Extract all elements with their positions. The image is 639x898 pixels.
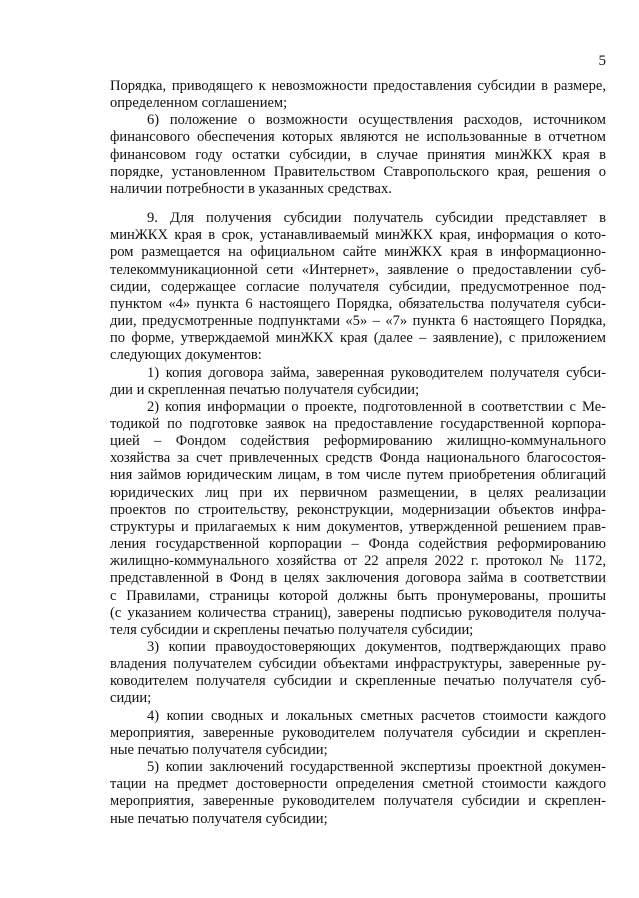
paragraph — [110, 365, 606, 399]
text-line: теля субсидии и скреплены печатью получателя субсидии; — [110, 621, 474, 638]
text-line: ром размещается на официальном сайте минЖКХ края в информационно- — [110, 244, 606, 261]
text-line: 2) копия информации о проекте, подготовленной в соответствии с Ме- — [147, 398, 606, 415]
text-line: тодикой по подготовке заявок на предоставление государственной корпора- — [110, 415, 606, 432]
text-line: минЖКХ края в срок, устанавливаемый минЖКХ края, информация о кото- — [110, 227, 606, 244]
page-number: 5 — [598, 53, 606, 69]
text-line: 1) копия договора займа, заверенная руководителем получателя субси- — [147, 364, 606, 381]
text-line: Порядка, приводящего к невозможности предоставления субсидии в размере, — [110, 78, 606, 94]
text-line: мероприятия, заверенные руководителем получателя субсидии и скреплен- — [110, 724, 606, 741]
paragraph — [110, 708, 606, 759]
text-line: юридических лиц при их первичном размещении, в целях реализации — [110, 484, 606, 501]
text-line: дии и скрепленная печатью получателя субсидии; — [110, 381, 420, 398]
text-line: 9. Для получения субсидии получатель субсидии представляет в — [147, 210, 606, 227]
text-line: сидии; — [110, 690, 152, 707]
text-line: цией – Фондом содействия реформированию жилищно-коммунального — [110, 433, 606, 450]
text-line: проектов по строительству, реконструкции, модернизации объектов инфра- — [110, 501, 606, 518]
text-line: 5) копии заключений государственной экспертизы проектной докумен- — [147, 759, 606, 776]
paragraph — [110, 78, 606, 112]
text-line: 6) положение о возможности осуществления расходов, источником — [147, 112, 606, 129]
text-line: тации на предмет достоверности определения сметной стоимости каждого — [110, 776, 606, 793]
text-line: с Правилами, страницы которой должны быть пронумерованы, прошиты — [110, 587, 606, 604]
text-line: наличии потребности в указанных средствах. — [110, 180, 392, 197]
text-line: владения получателем субсидии объектами инфраструктуры, заверенные ру- — [110, 656, 606, 673]
text-line: мероприятия, заверенные руководителем получателя субсидии и скреплен- — [110, 793, 606, 810]
text-line: финансовом году остатки субсидии, в случае принятия минЖКХ края в — [110, 146, 606, 163]
paragraph — [110, 399, 606, 639]
text-line: (с указанием количества страниц), заверены подписью руководителя получа- — [110, 604, 606, 621]
text-line: пунктом «4» пункта 6 настоящего Порядка, обязательства получателя субси- — [110, 295, 606, 312]
text-line: 3) копии правоудостоверяющих документов, подтверждающих право — [147, 639, 606, 655]
text-line: сидии, содержащее согласие получателя субсидии, предусмотренное под- — [110, 278, 606, 295]
text-line: порядке, установленном Правительством Ставропольского края, решения о — [110, 163, 606, 180]
text-line: ные печатью получателя субсидии; — [110, 810, 328, 827]
text-line: телекоммуникационной сети «Интернет», заявление о предоставлении суб- — [110, 261, 606, 278]
text-line: хозяйства за счет привлеченных средств Фонда национального благосостоя- — [110, 450, 606, 467]
text-line: структуры и прилагаемых к ним документов, утвержденной решением прав- — [110, 518, 606, 535]
text-line: по форме, утверждаемой минЖКХ края (далее – заявление), с приложением — [110, 330, 606, 347]
text-line: жилищно-коммунального хозяйства от 22 апреля 2022 г. протокол № 1172, — [110, 553, 606, 570]
text-line: ления государственной корпорации – Фонда содействия реформированию — [110, 536, 606, 553]
text-line: 4) копии сводных и локальных сметных расчетов стоимости каждого — [147, 707, 606, 724]
text-line: представленной в Фонд в целях заключения договора займа в соответствии — [110, 570, 606, 587]
text-line: ния займов юридическим лицам, в том числе путем приобретения облигаций — [110, 467, 606, 484]
document-body — [110, 78, 606, 828]
text-line: следующих документов: — [110, 347, 262, 364]
text-line: ководителем получателя субсидии и скрепленные печатью получателя суб- — [110, 673, 606, 690]
text-line: дии, предусмотренные подпунктами «5» – «7» пункта 6 настоящего Порядка, — [110, 313, 606, 330]
text-line: ные печатью получателя субсидии; — [110, 741, 328, 758]
paragraph — [110, 759, 606, 828]
paragraph — [110, 210, 606, 364]
text-line: финансового обеспечения которых являются не использованные в отчетном — [110, 129, 606, 146]
text-line: определенном соглашением; — [110, 95, 288, 112]
paragraph — [110, 112, 606, 198]
paragraph — [110, 639, 606, 708]
